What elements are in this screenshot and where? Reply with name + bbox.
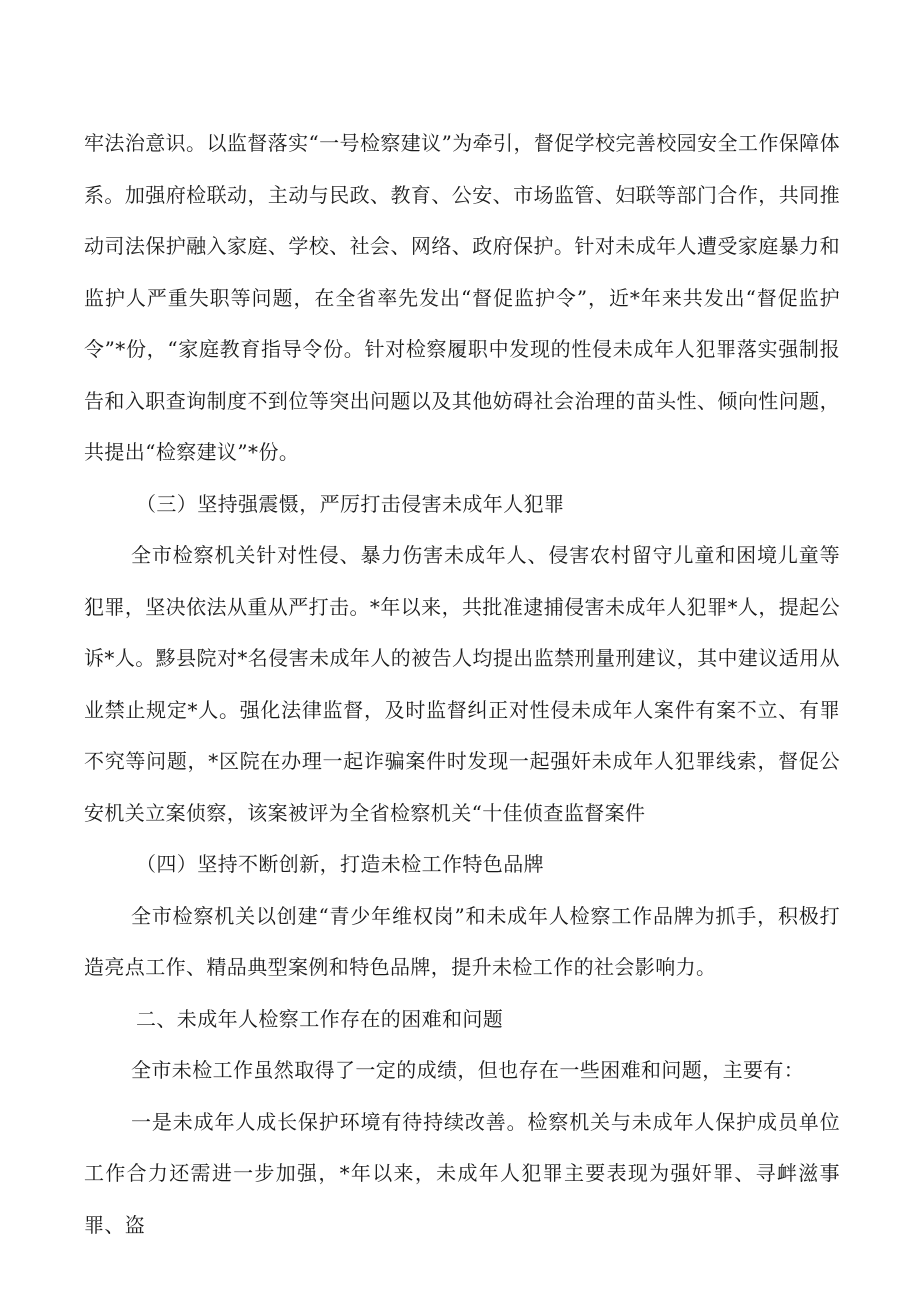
section-heading-two: 二、未成年人检察工作存在的困难和问题: [136, 1006, 504, 1031]
paragraph-difficulties-intro: 全市未检工作虽然取得了一定的成绩，但也存在一些困难和问题，主要有：: [131, 1058, 805, 1082]
paragraph-continued: 牢法治意识。以监督落实“一号检察建议”为牵引，督促学校完善校园安全工作保障体系。加强府检联动，主动与民政、教育、公安、市场监管、妇联等部门合作，共同推动司法保护融入家庭、学校、社会、网络、政府保护。针对未成年人遭受家庭暴力和监护人严重失职等问题，在全省率先发出“督促监护令”，近*年来共发出“督促监护令”*份，“家庭教育指导令份。针对检察履职中发现的性侵未成年人犯罪落实强制报告和入职查询制度不到位等突出问题以及其他妨碍社会治理的苗头性、倾向性问题，共提出“检察建议”*份。: [84, 131, 840, 464]
paragraph-brand-building: 全市检察机关以创建“青少年维权岗”和未成年人检察工作品牌为抓手，积极打造亮点工作、精品典型案例和特色品牌，提升未检工作的社会影响力。: [84, 903, 840, 979]
subheading-four: （四）坚持不断创新，打造未检工作特色品牌: [136, 852, 544, 876]
paragraph-first-problem: 一是未成年人成长保护环境有待持续改善。检察机关与未成年人保护成员单位工作合力还需进一步加强，*年以来，未成年人犯罪主要表现为强奸罪、寻衅滋事罪、盗: [84, 1109, 840, 1237]
document-body: [84, 118, 840, 1251]
subheading-three: （三）坚持强震慑，严厉打击侵害未成年人犯罪: [136, 491, 565, 516]
paragraph-crime-crackdown: 全市检察机关针对性侵、暴力伤害未成年人、侵害农村留守儿童和困境儿童等犯罪，坚决依法从重从严打击。*年以来，共批准逮捕侵害未成年人犯罪*人，提起公诉*人。黟县院对*名侵害未成年人的被告人均提出监禁刑量刑建议，其中建议适用从业禁止规定*人。强化法律监督，及时监督纠正对性侵未成年人案件有案不立、有罪不究等问题，*区院在办理一起诈骗案件时发现一起强奸未成年人犯罪线索，督促公安机关立案侦察，该案被评为全省检察机关“十佳侦查监督案件: [84, 543, 840, 825]
